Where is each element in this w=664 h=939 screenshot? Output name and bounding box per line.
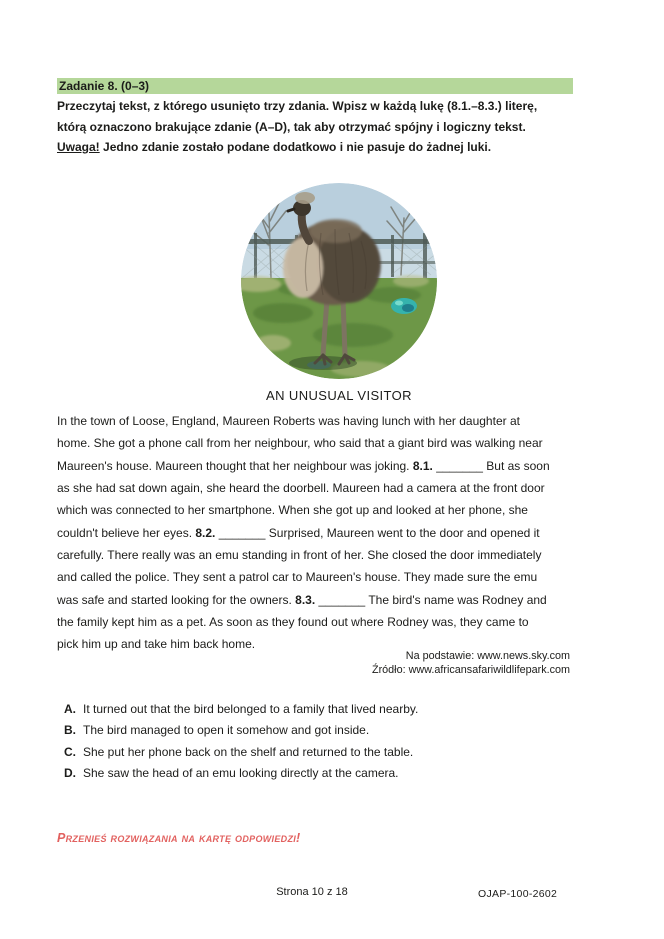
page-number: Strona 10 z 18 xyxy=(276,886,348,898)
text-line xyxy=(57,611,602,633)
text-segment: and called the police. They sent a patrol car to Maureen's house. They made sure the emu xyxy=(57,570,538,585)
text-line xyxy=(57,137,577,158)
text-segment: as she had sat down again, she heard the doorbell. Maureen had a camera at the front door xyxy=(57,481,545,496)
text-segment: _______ The bird's name was Rodney and xyxy=(315,592,547,607)
option-text: It turned out that the bird belonged to a family that lived nearby. xyxy=(83,702,419,716)
text-segment: pick him up and take him back home. xyxy=(57,637,256,652)
option-text: The bird managed to open it somehow and got inside. xyxy=(83,723,370,738)
answer-option-row xyxy=(64,742,609,763)
option-letter: D. xyxy=(64,765,76,780)
option-letter: A. xyxy=(64,702,76,716)
answer-option-row xyxy=(64,763,609,784)
text-segment: home. She got a phone call from her neighbour, who said that a giant bird was walking near xyxy=(57,436,543,451)
text-line xyxy=(57,455,602,477)
text-line xyxy=(57,499,602,521)
text-segment: Przeczytaj tekst, z którego usunięto trzy zdania. Wpisz w każdą lukę (8.1.–8.3.) literę, xyxy=(57,99,538,113)
text-segment: carefully. There really was an emu standing in front of her. She closed the door immediately xyxy=(57,548,542,563)
option-letter: C. xyxy=(64,744,76,759)
text-line xyxy=(57,477,602,499)
text-line xyxy=(57,96,577,117)
task-header-bar xyxy=(57,78,573,94)
text-line xyxy=(57,566,602,588)
text-line xyxy=(57,544,602,566)
text-segment: couldn't believe her eyes. xyxy=(57,525,196,540)
option-letter: B. xyxy=(64,723,76,738)
task-header-label: Zadanie 8. (0–3) xyxy=(59,79,150,93)
reading-title: AN UNUSUAL VISITOR xyxy=(266,388,412,403)
text-segment: którą oznaczono brakujące zdanie (A–D), tak aby otrzymać spójny i logiczny tekst. xyxy=(57,119,526,134)
text-segment: Maureen's house. Maureen thought that her neighbour was joking. xyxy=(57,458,413,473)
source-line: Na podstawie: www.news.sky.com xyxy=(405,650,570,662)
exam-code: OJAP-100-2602 xyxy=(478,888,558,900)
text-segment: _______ Surprised, Maureen went to the door and opened it xyxy=(215,525,540,540)
gap-label: 8.1. xyxy=(412,458,433,473)
answer-option-row xyxy=(64,720,609,741)
emu-photo-illustration xyxy=(241,183,437,379)
text-segment: Jedno zdanie zostało podane dodatkowo i nie pasuje do żadnej luki. xyxy=(99,140,492,154)
text-line xyxy=(57,589,602,611)
emu-photo xyxy=(241,183,437,379)
option-text: She put her phone back on the shelf and returned to the table. xyxy=(83,744,414,759)
answer-option-row xyxy=(64,699,609,720)
text-segment: was safe and started looking for the owners. xyxy=(57,592,296,607)
text-line xyxy=(57,117,577,138)
text-segment: _______ But as soon xyxy=(432,458,550,473)
transfer-answers-note: Przenieś rozwiązania na kartę odpowiedzi! xyxy=(57,831,301,845)
text-line xyxy=(57,410,602,432)
text-segment: the family kept him as a pet. As soon as they found out where Rodney was, they came to xyxy=(57,615,529,630)
task-instructions xyxy=(57,96,577,158)
answer-options xyxy=(64,699,609,784)
blue-object xyxy=(391,298,417,314)
text-segment: In the town of Loose, England, Maureen Roberts was having lunch with her daughter at xyxy=(57,414,520,428)
gap-label: 8.3. xyxy=(295,592,316,607)
text-line xyxy=(57,522,602,544)
option-text: She saw the head of an emu looking directly at the camera. xyxy=(83,765,399,780)
source-line: Źródło: www.africansafariwildlifepark.com xyxy=(371,663,570,676)
source-attribution xyxy=(57,650,570,677)
gap-label: 8.2. xyxy=(195,525,216,540)
text-segment: Uwaga! xyxy=(57,140,100,154)
reading-text xyxy=(57,410,602,656)
text-line xyxy=(57,432,602,454)
text-segment: which was connected to her smartphone. When she got up and looked at her phone, she xyxy=(57,503,528,518)
